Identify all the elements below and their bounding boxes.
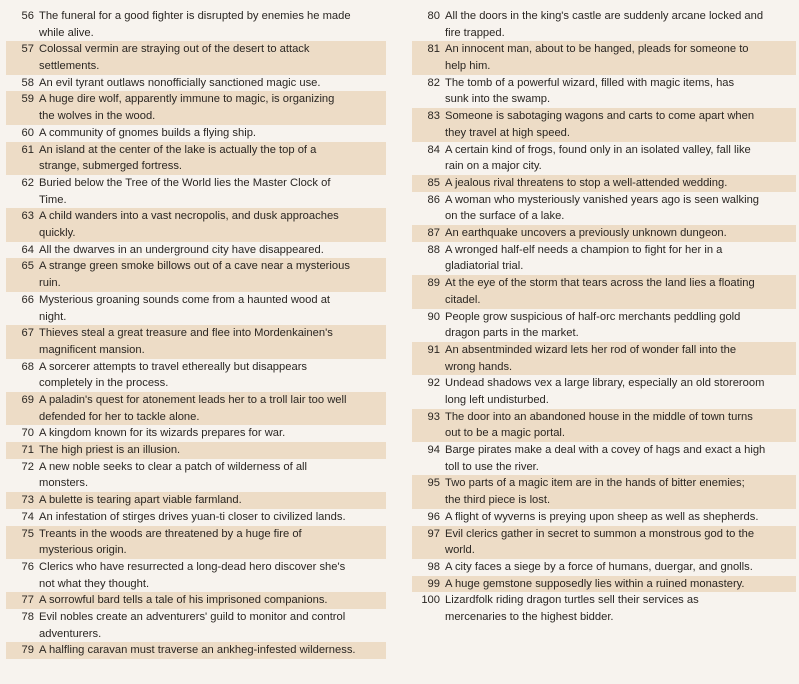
list-item xyxy=(412,475,796,508)
entry-number: 62 xyxy=(21,176,34,189)
entry-number: 92 xyxy=(427,377,440,390)
list-item xyxy=(412,108,796,141)
entry-line: A certain kind of frogs, found only in an isolated valley, fall like xyxy=(445,143,751,156)
entry-line: Evil clerics gather in secret to summon a monstrous god to the xyxy=(445,527,755,540)
list-item xyxy=(412,509,796,526)
entry-text xyxy=(39,41,386,74)
entry-text xyxy=(39,242,386,259)
entry-line: A bulette is tearing apart viable farmland. xyxy=(39,494,242,507)
entry-line: magnificent mansion. xyxy=(39,343,145,356)
entry-line: defended for her to tackle alone. xyxy=(39,410,200,423)
entry-line: fire trapped. xyxy=(445,26,505,39)
entry-number: 95 xyxy=(427,477,440,490)
entry-line: An innocent man, about to be hanged, pleads for someone to xyxy=(445,43,749,56)
entry-text xyxy=(445,559,796,576)
entry-number: 71 xyxy=(21,444,34,457)
entry-line: wrong hands. xyxy=(445,360,513,373)
entry-text xyxy=(445,175,796,192)
entry-line: sunk into the swamp. xyxy=(445,93,551,106)
entry-text xyxy=(445,275,796,308)
list-item xyxy=(6,425,386,442)
list-item xyxy=(6,459,386,492)
entry-line: A woman who mysteriously vanished years ago is seen walking xyxy=(445,193,760,206)
entry-text xyxy=(445,442,796,475)
entry-number: 60 xyxy=(21,126,34,139)
entry-line: completely in the process. xyxy=(39,377,169,390)
entry-text xyxy=(39,442,386,459)
list-item xyxy=(412,375,796,408)
entry-number: 75 xyxy=(21,527,34,540)
entry-line: A sorcerer attempts to travel ethereally but disappears xyxy=(39,360,308,373)
list-item xyxy=(412,559,796,576)
entry-text xyxy=(39,142,386,175)
entry-text xyxy=(39,459,386,492)
entry-line: on the surface of a lake. xyxy=(445,210,565,223)
entry-text xyxy=(445,41,796,74)
entry-line: An earthquake uncovers a previously unknown dungeon. xyxy=(445,227,727,240)
entry-line: All the dwarves in an underground city have disappeared. xyxy=(39,243,324,256)
entry-number: 68 xyxy=(21,360,34,373)
entry-text xyxy=(39,359,386,392)
list-item xyxy=(6,258,386,291)
entry-line: A jealous rival threatens to stop a well-attended wedding. xyxy=(445,176,728,189)
entry-line: An infestation of stirges drives yuan-ti closer to civilized lands. xyxy=(39,510,346,523)
list-item xyxy=(412,442,796,475)
entry-number: 73 xyxy=(21,494,34,507)
entry-number: 91 xyxy=(427,343,440,356)
entry-number: 86 xyxy=(427,193,440,206)
entry-number: 57 xyxy=(21,43,34,56)
entry-line: dragon parts in the market. xyxy=(445,327,579,340)
entry-text xyxy=(39,509,386,526)
entry-line: the wolves in the wood. xyxy=(39,110,156,123)
entry-text xyxy=(39,559,386,592)
list-item xyxy=(412,342,796,375)
entry-number: 81 xyxy=(427,43,440,56)
entry-text xyxy=(39,258,386,291)
entry-text xyxy=(445,192,796,225)
list-item xyxy=(6,359,386,392)
list-item xyxy=(6,142,386,175)
entry-text xyxy=(445,75,796,108)
entry-line: mercenaries to the highest bidder. xyxy=(445,611,614,623)
entry-text xyxy=(445,592,796,625)
entry-line: The door into an abandoned house in the middle of town turns xyxy=(445,410,753,423)
entry-number: 93 xyxy=(427,410,440,423)
entry-line: A huge dire wolf, apparently immune to magic, is organizing xyxy=(39,93,335,106)
entry-text xyxy=(39,125,386,142)
list-item xyxy=(6,208,386,241)
list-item xyxy=(6,509,386,526)
entry-line: not what they thought. xyxy=(39,577,150,590)
entry-text xyxy=(445,375,796,408)
entry-number: 96 xyxy=(427,510,440,523)
entry-number: 100 xyxy=(421,594,440,607)
entry-text xyxy=(445,142,796,175)
entry-line: world. xyxy=(445,544,475,557)
entry-line: A wronged half-elf needs a champion to fight for her in a xyxy=(445,243,723,256)
entry-line: settlements. xyxy=(39,60,100,73)
entry-line: The high priest is an illusion. xyxy=(39,444,181,457)
entry-line: Someone is sabotaging wagons and carts to come apart when xyxy=(445,110,755,123)
entry-line: A new noble seeks to clear a patch of wilderness of all xyxy=(39,460,308,473)
entry-number: 80 xyxy=(427,10,440,22)
entry-text xyxy=(445,8,796,41)
entry-line: A city faces a siege by a force of humans, duergar, and gnolls. xyxy=(445,560,753,573)
entry-line: A strange green smoke billows out of a cave near a mysterious xyxy=(39,260,350,273)
entry-line: Barge pirates make a deal with a covey of hags and exact a high xyxy=(445,444,766,457)
entry-line: out to be a magic portal. xyxy=(445,427,566,440)
entry-line: A paladin's quest for atonement leads her to a troll lair too well xyxy=(39,393,347,406)
entry-line: Colossal vermin are straying out of the desert to attack xyxy=(39,43,310,56)
entry-line: citadel. xyxy=(445,293,481,306)
list-item xyxy=(6,592,386,609)
entry-text xyxy=(39,526,386,559)
entry-number: 64 xyxy=(21,243,34,256)
entry-line: An evil tyrant outlaws nonofficially sanctioned magic use. xyxy=(39,76,321,89)
list-item xyxy=(412,242,796,275)
list-item xyxy=(412,142,796,175)
entry-line: gladiatorial trial. xyxy=(445,260,524,273)
list-item xyxy=(6,392,386,425)
entry-number: 87 xyxy=(427,227,440,240)
list-item xyxy=(412,175,796,192)
entry-line: Clerics who have resurrected a long-dead hero discover she's xyxy=(39,560,346,573)
entry-text xyxy=(445,409,796,442)
entry-line: toll to use the river. xyxy=(445,460,539,473)
list-item xyxy=(6,492,386,509)
list-item xyxy=(412,192,796,225)
list-item xyxy=(6,526,386,559)
entry-text xyxy=(39,175,386,208)
entry-line: quickly. xyxy=(39,227,76,240)
entry-line: Lizardfolk riding dragon turtles sell their services as xyxy=(445,594,699,607)
entry-text xyxy=(39,609,386,642)
entry-line: A child wanders into a vast necropolis, and dusk approaches xyxy=(39,210,339,223)
entry-text xyxy=(39,642,386,659)
entry-line: night. xyxy=(39,310,67,323)
entry-text xyxy=(39,8,386,41)
entry-text xyxy=(445,309,796,342)
list-item xyxy=(6,41,386,74)
entry-line: A sorrowful bard tells a tale of his imprisoned companions. xyxy=(39,594,328,607)
entry-text xyxy=(39,91,386,124)
list-item xyxy=(412,225,796,242)
entry-number: 88 xyxy=(427,243,440,256)
entry-line: monsters. xyxy=(39,477,89,490)
entry-number: 76 xyxy=(21,560,34,573)
entry-line: ruin. xyxy=(39,277,61,290)
entry-text xyxy=(445,225,796,242)
entry-text xyxy=(39,492,386,509)
entry-text xyxy=(39,592,386,609)
entry-line: The funeral for a good fighter is disrupted by enemies he made xyxy=(39,10,351,22)
entry-line: while alive. xyxy=(39,26,94,39)
entry-text xyxy=(39,325,386,358)
entry-line: Buried below the Tree of the World lies the Master Clock of xyxy=(39,176,331,189)
entry-line: strange, submerged fortress. xyxy=(39,160,183,173)
entry-text xyxy=(39,75,386,92)
entry-number: 90 xyxy=(427,310,440,323)
entry-number: 66 xyxy=(21,293,34,306)
entry-line: A halfling caravan must traverse an ankheg-infested wilderness. xyxy=(39,644,356,657)
entry-line: A kingdom known for its wizards prepares for war. xyxy=(39,427,286,440)
entry-line: The tomb of a powerful wizard, filled with magic items, has xyxy=(445,76,735,89)
entry-number: 97 xyxy=(427,527,440,540)
entry-line: Time. xyxy=(39,193,67,206)
list-item xyxy=(412,8,796,41)
entry-line: Treants in the woods are threatened by a huge fire of xyxy=(39,527,302,540)
list-item xyxy=(6,442,386,459)
entry-line: Undead shadows vex a large library, especially an old storeroom xyxy=(445,377,765,390)
entry-line: A flight of wyverns is preying upon sheep as well as shepherds. xyxy=(445,510,759,523)
list-item xyxy=(6,75,386,92)
entry-line: adventurers. xyxy=(39,627,102,640)
entry-line: People grow suspicious of half-orc merchants peddling gold xyxy=(445,310,741,323)
list-item xyxy=(412,576,796,593)
entry-line: At the eye of the storm that tears across the land lies a floating xyxy=(445,277,755,290)
entry-number: 63 xyxy=(21,210,34,223)
entry-number: 99 xyxy=(427,577,440,590)
entry-text xyxy=(445,526,796,559)
entry-number: 79 xyxy=(21,644,34,657)
list-item xyxy=(6,609,386,642)
entry-line: Evil nobles create an adventurers' guild to monitor and control xyxy=(39,610,346,623)
entry-line: long left undisturbed. xyxy=(445,393,549,406)
list-item xyxy=(412,526,796,559)
list-item xyxy=(6,642,386,659)
entry-number: 84 xyxy=(427,143,440,156)
entry-number: 56 xyxy=(21,10,34,22)
entry-text xyxy=(445,108,796,141)
list-item xyxy=(6,292,386,325)
entry-number: 89 xyxy=(427,277,440,290)
entry-text xyxy=(445,342,796,375)
entry-number: 59 xyxy=(21,93,34,106)
entry-line: An island at the center of the lake is actually the top of a xyxy=(39,143,317,156)
list-item xyxy=(6,559,386,592)
list-item xyxy=(412,275,796,308)
entry-text xyxy=(445,475,796,508)
entry-line: rain on a major city. xyxy=(445,160,542,173)
list-item xyxy=(412,592,796,625)
entry-line: An absentminded wizard lets her rod of wonder fall into the xyxy=(445,343,737,356)
entry-text xyxy=(445,509,796,526)
entry-text xyxy=(445,242,796,275)
entry-text xyxy=(39,208,386,241)
entry-text xyxy=(39,292,386,325)
entry-number: 70 xyxy=(21,427,34,440)
list-item xyxy=(6,175,386,208)
entry-line: All the doors in the king's castle are suddenly arcane locked and xyxy=(445,10,764,22)
entry-line: mysterious origin. xyxy=(39,544,127,557)
entry-number: 67 xyxy=(21,327,34,340)
entry-line: they travel at high speed. xyxy=(445,126,571,139)
entry-number: 58 xyxy=(21,76,34,89)
entry-number: 65 xyxy=(21,260,34,273)
list-item xyxy=(6,8,386,41)
entry-number: 74 xyxy=(21,510,34,523)
list-item xyxy=(412,75,796,108)
list-item xyxy=(412,41,796,74)
entry-number: 72 xyxy=(21,460,34,473)
entry-number: 98 xyxy=(427,560,440,573)
entry-number: 94 xyxy=(427,444,440,457)
list-item xyxy=(6,91,386,124)
entry-line: Mysterious groaning sounds come from a haunted wood at xyxy=(39,293,331,306)
entry-text xyxy=(39,425,386,442)
list-item xyxy=(6,242,386,259)
entry-number: 83 xyxy=(427,110,440,123)
entry-line: help him. xyxy=(445,60,491,73)
left-column xyxy=(6,8,386,659)
entry-line: Two parts of a magic item are in the hands of bitter enemies; xyxy=(445,477,745,490)
entry-text xyxy=(445,576,796,593)
entry-number: 78 xyxy=(21,610,34,623)
entry-number: 77 xyxy=(21,594,34,607)
list-item xyxy=(412,309,796,342)
entry-line: A community of gnomes builds a flying ship. xyxy=(39,126,257,139)
entry-line: Thieves steal a great treasure and flee into Mordenkainen's xyxy=(39,327,333,340)
entry-line: A huge gemstone supposedly lies within a ruined monastery. xyxy=(445,577,745,590)
right-column xyxy=(412,8,796,626)
entry-number: 85 xyxy=(427,176,440,189)
entry-text xyxy=(39,392,386,425)
entry-line: the third piece is lost. xyxy=(445,494,551,507)
entry-number: 82 xyxy=(427,76,440,89)
list-item xyxy=(6,325,386,358)
list-item xyxy=(412,409,796,442)
entry-number: 61 xyxy=(21,143,34,156)
list-item xyxy=(6,125,386,142)
entry-number: 69 xyxy=(21,393,34,406)
